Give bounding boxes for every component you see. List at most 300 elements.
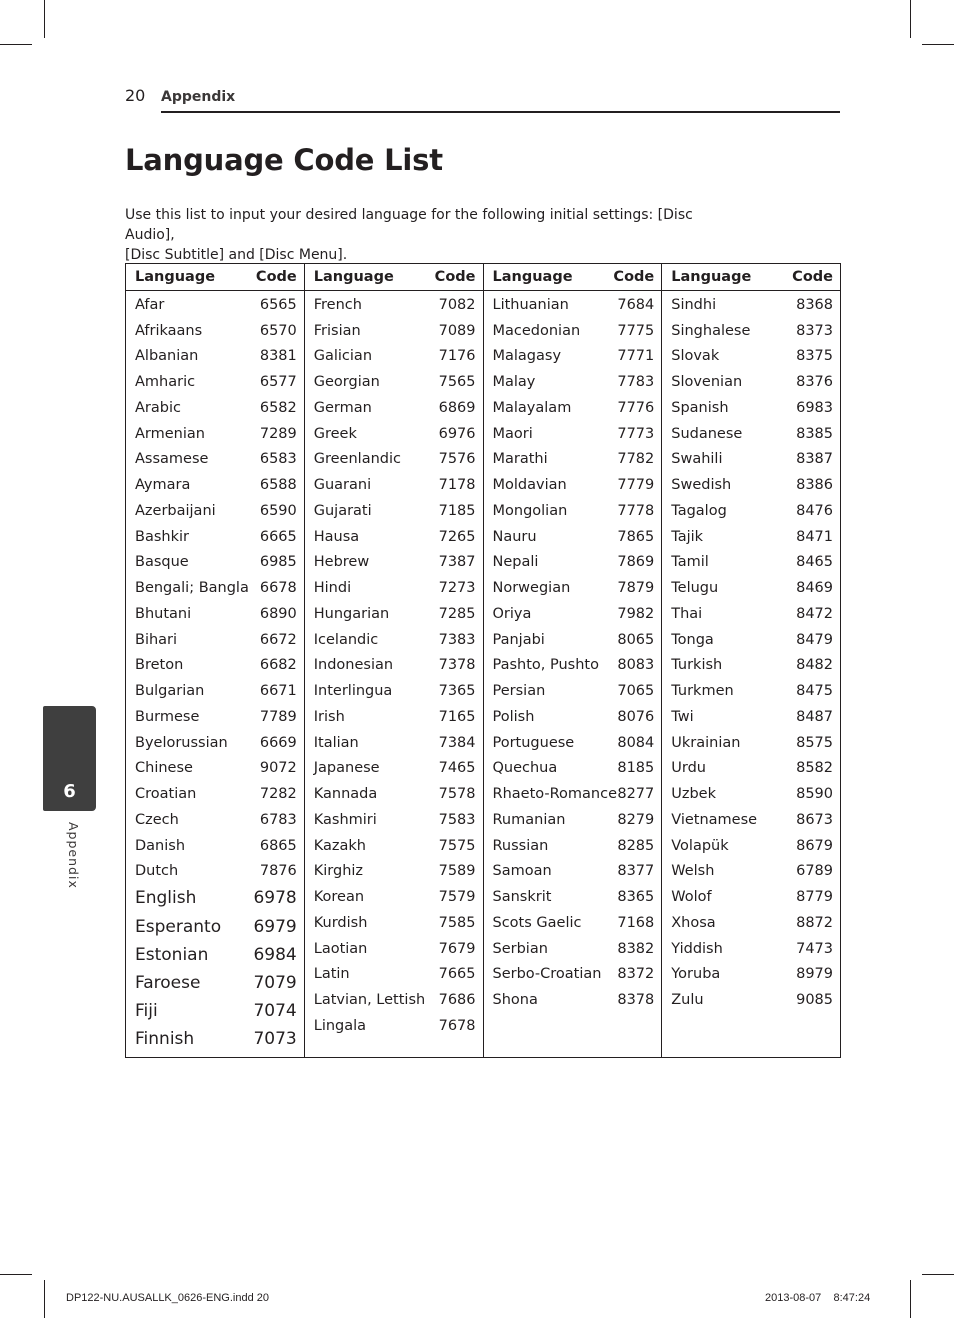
table-row (484, 550, 662, 576)
language-name: Kannada (313, 786, 378, 803)
language-name: Bengali; Bangla (135, 580, 249, 597)
language-code: 7775 (617, 322, 655, 339)
language-name: Armenian (135, 425, 205, 442)
header-section-name: Appendix (161, 89, 236, 105)
table-row (484, 859, 662, 885)
language-name: Rumanian (492, 811, 566, 828)
language-name: Amharic (135, 374, 196, 391)
language-code: 7387 (438, 554, 476, 571)
language-name: Yiddish (671, 940, 723, 957)
language-code: 7773 (617, 425, 655, 442)
language-code: 8479 (796, 631, 833, 648)
language-name: Rhaeto-Romance (492, 786, 618, 803)
language-name: Korean (313, 889, 365, 906)
language-name: Yoruba (671, 966, 721, 983)
language-code: 7776 (617, 399, 655, 416)
header-language: Language (671, 269, 752, 285)
language-name: Sudanese (671, 425, 743, 442)
language-name: Bhutani (135, 605, 192, 622)
language-code: 6583 (259, 451, 297, 468)
table-row (662, 962, 840, 988)
language-name: Interlingua (313, 683, 393, 700)
language-code: 7079 (253, 972, 297, 993)
language-name: Portuguese (492, 734, 575, 751)
language-code: 8381 (259, 348, 297, 365)
language-name: Galician (313, 348, 373, 365)
chapter-number: 6 (63, 781, 76, 802)
language-code: 7789 (259, 708, 297, 725)
language-code: 7778 (617, 502, 655, 519)
language-name: Indonesian (313, 657, 394, 674)
table-row (305, 421, 483, 447)
language-name: Czech (135, 811, 179, 828)
language-name: Tamil (671, 554, 709, 571)
language-code: 7168 (617, 914, 655, 931)
language-code: 8487 (796, 708, 833, 725)
language-name: Esperanto (135, 916, 222, 937)
language-name: Frisian (313, 322, 361, 339)
table-column (662, 264, 840, 1057)
language-name: Assamese (135, 451, 209, 468)
table-row (662, 575, 840, 601)
table-row (305, 344, 483, 370)
language-code: 8979 (796, 966, 833, 983)
table-row (126, 756, 304, 782)
language-name: Ukrainian (671, 734, 741, 751)
table-row (484, 627, 662, 653)
language-name: Tonga (671, 631, 714, 648)
language-name: Latvian, Lettish (313, 992, 426, 1009)
language-name: Faroese (135, 972, 201, 993)
table-row (126, 833, 304, 859)
table-row (662, 550, 840, 576)
language-code: 7783 (617, 374, 655, 391)
table-row (484, 344, 662, 370)
table-row (305, 859, 483, 885)
language-code: 8469 (796, 580, 833, 597)
table-row (305, 910, 483, 936)
language-name: Telugu (671, 580, 719, 597)
language-code: 7579 (438, 889, 476, 906)
table-row (126, 472, 304, 498)
language-name: Serbo-Croatian (492, 966, 602, 983)
language-code: 8872 (796, 914, 833, 931)
language-name: Burmese (135, 708, 200, 725)
table-row (484, 704, 662, 730)
table-row (484, 962, 662, 988)
language-name: Slovenian (671, 374, 743, 391)
table-row (484, 498, 662, 524)
language-name: Malay (492, 374, 536, 391)
language-name: Bulgarian (135, 683, 205, 700)
table-row (305, 653, 483, 679)
table-row (126, 941, 304, 969)
language-code: 8679 (796, 837, 833, 854)
crop-mark (44, 0, 45, 38)
language-code: 6590 (259, 502, 297, 519)
language-code: 8482 (796, 657, 833, 674)
language-name: Greek (313, 425, 357, 442)
language-name: Hebrew (313, 554, 370, 571)
table-row (662, 369, 840, 395)
table-row (305, 524, 483, 550)
language-code: 8083 (617, 657, 655, 674)
language-name: Dutch (135, 863, 179, 880)
language-code: 8373 (796, 322, 833, 339)
language-code: 7465 (438, 760, 476, 777)
language-code: 6588 (259, 477, 297, 494)
language-code: 7879 (617, 580, 655, 597)
table-row (662, 730, 840, 756)
language-code: 6582 (259, 399, 297, 416)
language-code: 7665 (438, 966, 476, 983)
language-code: 8065 (617, 631, 655, 648)
table-row (662, 447, 840, 473)
language-name: Slovak (671, 348, 720, 365)
language-code: 7684 (617, 296, 655, 313)
language-name: Singhalese (671, 322, 751, 339)
language-name: Bihari (135, 631, 178, 648)
table-row (662, 807, 840, 833)
header-code: Code (792, 269, 833, 285)
language-code: 7583 (438, 811, 476, 828)
language-name: Croatian (135, 786, 197, 803)
table-row (126, 524, 304, 550)
language-name: Afrikaans (135, 322, 203, 339)
language-name: Irish (313, 708, 345, 725)
table-row (662, 884, 840, 910)
table-row (484, 781, 662, 807)
table-row (484, 318, 662, 344)
language-code: 7679 (438, 940, 476, 957)
language-name: Tajik (671, 528, 704, 545)
language-code: 8285 (617, 837, 655, 854)
language-name: Albanian (135, 348, 199, 365)
language-name: Welsh (671, 863, 715, 880)
table-row (662, 421, 840, 447)
language-name: Byelorussian (135, 734, 228, 751)
language-name: Kazakh (313, 837, 366, 854)
language-code: 7779 (617, 477, 655, 494)
table-row (305, 987, 483, 1013)
table-row (126, 1025, 304, 1053)
language-code: 6983 (796, 399, 833, 416)
table-row (662, 344, 840, 370)
language-code: 6789 (796, 863, 833, 880)
crop-mark (910, 0, 911, 38)
table-row (484, 936, 662, 962)
table-row (126, 575, 304, 601)
language-name: Urdu (671, 760, 706, 777)
table-row (126, 498, 304, 524)
language-name: Italian (313, 734, 359, 751)
crop-mark (922, 1274, 954, 1275)
language-name: Panjabi (492, 631, 545, 648)
table-row (662, 678, 840, 704)
table-row (305, 627, 483, 653)
table-row (484, 369, 662, 395)
language-code: 7082 (438, 296, 476, 313)
language-code: 8673 (796, 811, 833, 828)
language-name: Samoan (492, 863, 552, 880)
language-code: 7289 (259, 425, 297, 442)
language-name: Sanskrit (492, 889, 552, 906)
table-row (484, 575, 662, 601)
language-name: Georgian (313, 374, 380, 391)
language-code: 7678 (438, 1017, 476, 1034)
header-language: Language (313, 269, 394, 285)
language-code: 7869 (617, 554, 655, 571)
language-code: 6672 (259, 631, 297, 648)
language-code: 8185 (617, 760, 655, 777)
language-name: Bashkir (135, 528, 189, 545)
table-row (126, 292, 304, 318)
language-name: Twi (671, 708, 694, 725)
language-code: 7285 (438, 605, 476, 622)
language-code: 6565 (259, 296, 297, 313)
table-row (126, 421, 304, 447)
language-name: Basque (135, 554, 189, 571)
page-number: 20 (125, 86, 146, 105)
table-row (305, 704, 483, 730)
language-code: 7565 (438, 374, 476, 391)
language-code: 7176 (438, 348, 476, 365)
table-row (662, 292, 840, 318)
language-code-table (125, 263, 841, 1058)
table-row (662, 833, 840, 859)
language-name: Norwegian (492, 580, 571, 597)
table-row (305, 730, 483, 756)
language-code: 8779 (796, 889, 833, 906)
language-name: Scots Gaelic (492, 914, 582, 931)
header-code: Code (613, 269, 655, 285)
column-header (662, 264, 840, 291)
language-code: 8575 (796, 734, 833, 751)
language-name: Kurdish (313, 914, 368, 931)
language-name: Lithuanian (492, 296, 569, 313)
language-code: 6976 (438, 425, 476, 442)
language-name: Hungarian (313, 605, 390, 622)
language-name: Persian (492, 683, 546, 700)
language-code: 8368 (796, 296, 833, 313)
language-code: 8076 (617, 708, 655, 725)
language-code: 8590 (796, 786, 833, 803)
footer-file-slug: DP122-NU.AUSALLK_0626-ENG.indd 20 (66, 1292, 270, 1304)
language-code: 8465 (796, 554, 833, 571)
language-name: Chinese (135, 760, 193, 777)
language-name: Malagasy (492, 348, 562, 365)
language-name: Estonian (135, 944, 209, 965)
table-row (126, 318, 304, 344)
language-name: Macedonian (492, 322, 581, 339)
table-row (126, 969, 304, 997)
table-row (305, 498, 483, 524)
table-row (126, 884, 304, 912)
table-row (484, 447, 662, 473)
language-name: Maori (492, 425, 533, 442)
language-code: 8472 (796, 605, 833, 622)
language-name: Quechua (492, 760, 558, 777)
language-code: 9085 (796, 992, 833, 1009)
table-row (126, 678, 304, 704)
language-name: Xhosa (671, 914, 716, 931)
language-code: 7876 (259, 863, 297, 880)
language-name: Nauru (492, 528, 537, 545)
language-code: 8084 (617, 734, 655, 751)
language-name: Uzbek (671, 786, 716, 803)
footer-datetime: 2013-08-07 8:47:24 (765, 1292, 871, 1304)
language-name: Kashmiri (313, 811, 377, 828)
table-row (305, 833, 483, 859)
language-name: Afar (135, 296, 165, 313)
language-code: 6869 (438, 399, 476, 416)
language-name: Pashto, Pushto (492, 657, 599, 674)
language-code: 8386 (796, 477, 833, 494)
table-row (662, 653, 840, 679)
language-code: 6678 (259, 580, 297, 597)
language-code: 7473 (796, 940, 833, 957)
language-name: Polish (492, 708, 535, 725)
language-code: 7782 (617, 451, 655, 468)
language-name: Gujarati (313, 502, 372, 519)
table-row (484, 987, 662, 1013)
language-code: 7383 (438, 631, 476, 648)
table-row (305, 936, 483, 962)
table-row (305, 447, 483, 473)
language-code: 7065 (617, 683, 655, 700)
crop-mark (0, 44, 32, 45)
language-code: 7365 (438, 683, 476, 700)
table-row (662, 781, 840, 807)
language-code: 7589 (438, 863, 476, 880)
language-code: 8387 (796, 451, 833, 468)
language-code: 7265 (438, 528, 476, 545)
language-code: 7074 (253, 1001, 297, 1022)
table-row (484, 421, 662, 447)
header-rule (161, 111, 840, 113)
language-name: Azerbaijani (135, 502, 216, 519)
table-row (126, 395, 304, 421)
language-code: 7178 (438, 477, 476, 494)
table-row (484, 756, 662, 782)
language-name: Lingala (313, 1017, 367, 1034)
table-row (126, 344, 304, 370)
table-row (484, 472, 662, 498)
language-code: 6665 (259, 528, 297, 545)
table-row (662, 395, 840, 421)
language-code: 6979 (253, 916, 297, 937)
language-name: Spanish (671, 399, 729, 416)
language-code: 6985 (259, 554, 297, 571)
table-row (484, 524, 662, 550)
table-row (662, 318, 840, 344)
table-row (305, 756, 483, 782)
column-header (484, 264, 662, 291)
language-name: Shona (492, 992, 538, 1009)
table-row (484, 653, 662, 679)
table-row (126, 912, 304, 940)
crop-mark (910, 1280, 911, 1318)
language-code: 7384 (438, 734, 476, 751)
language-name: Japanese (313, 760, 380, 777)
language-code: 8378 (617, 992, 655, 1009)
language-name: Guarani (313, 477, 372, 494)
header-language: Language (135, 269, 216, 285)
language-code: 7585 (438, 914, 476, 931)
language-name: Zulu (671, 992, 704, 1009)
table-row (126, 704, 304, 730)
language-code: 6890 (259, 605, 297, 622)
language-name: Icelandic (313, 631, 379, 648)
language-name: Laotian (313, 940, 368, 957)
language-code: 6865 (259, 837, 297, 854)
language-code: 6984 (253, 944, 297, 965)
language-code: 6978 (253, 888, 297, 909)
language-code: 7073 (253, 1029, 297, 1050)
table-row (305, 292, 483, 318)
table-row (305, 678, 483, 704)
table-row (126, 730, 304, 756)
table-row (484, 292, 662, 318)
language-name: Latin (313, 966, 350, 983)
language-name: Tagalog (671, 502, 727, 519)
table-row (305, 575, 483, 601)
table-row (305, 807, 483, 833)
language-name: Hausa (313, 528, 360, 545)
table-row (126, 369, 304, 395)
language-code: 7378 (438, 657, 476, 674)
table-row (305, 318, 483, 344)
table-row (484, 678, 662, 704)
table-row (484, 910, 662, 936)
language-code: 8376 (796, 374, 833, 391)
table-row (662, 524, 840, 550)
intro-line: Use this list to input your desired language for the following initial settings: [Disc Audio], (125, 207, 693, 243)
language-name: Malayalam (492, 399, 572, 416)
language-name: Greenlandic (313, 451, 401, 468)
language-name: Aymara (135, 477, 191, 494)
crop-mark (44, 1280, 45, 1318)
table-row (484, 807, 662, 833)
language-name: Vietnamese (671, 811, 758, 828)
language-code: 6669 (259, 734, 297, 751)
language-name: Danish (135, 837, 186, 854)
language-code: 7578 (438, 786, 476, 803)
language-name: Finnish (135, 1029, 195, 1050)
table-row (662, 859, 840, 885)
language-code: 7282 (259, 786, 297, 803)
table-row (305, 962, 483, 988)
language-code: 8372 (617, 966, 655, 983)
language-code: 7686 (438, 992, 476, 1009)
language-code: 8277 (617, 786, 655, 803)
table-row (305, 1013, 483, 1039)
header-code: Code (434, 269, 476, 285)
table-row (662, 987, 840, 1013)
crop-mark (922, 44, 954, 45)
table-row (484, 884, 662, 910)
language-name: Sindhi (671, 296, 717, 313)
table-row (662, 498, 840, 524)
header-code: Code (255, 269, 297, 285)
table-row (662, 756, 840, 782)
language-code: 8471 (796, 528, 833, 545)
table-row (484, 601, 662, 627)
table-row (126, 859, 304, 885)
language-code: 7165 (438, 708, 476, 725)
language-name: English (135, 888, 197, 909)
table-row (305, 550, 483, 576)
